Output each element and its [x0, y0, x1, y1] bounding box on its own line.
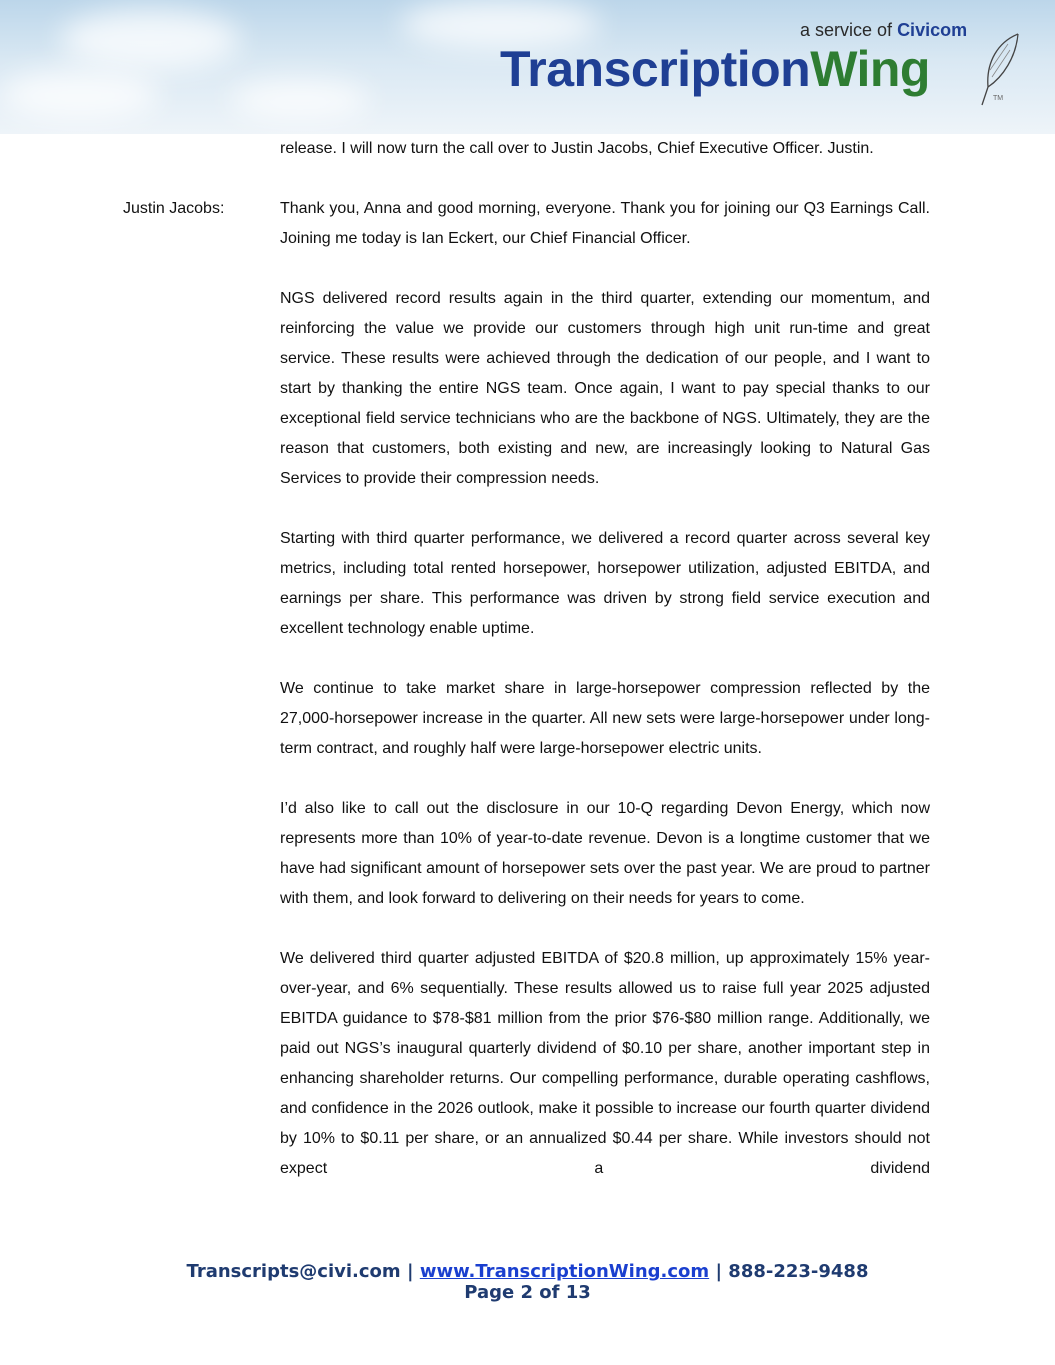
speaker-name: Justin Jacobs: [123, 200, 225, 217]
paragraph: Starting with third quarter performance, we delivered a record quarter across several key metrics, including total rented horsepower, horsepower utilization, adjusted EBITDA, and earnings per share. This performance was driven by strong field service execution and excellent technology enable uptime. [280, 530, 930, 637]
paragraph: release. I will now turn the call over to Justin Jacobs, Chief Executive Officer. Justin. [280, 140, 874, 157]
separator: | [406, 1261, 414, 1282]
transcriptionwing-logo: TranscriptionWing [500, 41, 930, 97]
footer-contact [0, 1261, 1055, 1282]
trademark: TM [993, 95, 1004, 102]
paragraph: We delivered third quarter adjusted EBITDA of $20.8 million, up approximately 15% year-over-year, and 6% sequentially. These results allowed us to raise full year 2025 adjusted EBITDA guidance to $78-$81 million from the prior $76-$80 million range. Additionally, we paid out NGS’s inaugural quarterly dividend of $0.10 per share, another important step in enhancing shareholder returns. Our compelling performance, durable operating cashflows, and confidence in the 2026 outlook, make it possible to increase our fourth quarter dividend by 10% to $0.11 per share, or an annualized $0.44 per share. While investors should not expect a dividend [280, 950, 930, 1177]
website-link[interactable]: www.TranscriptionWing.com [419, 1261, 710, 1282]
civicom-brand: Civicom [897, 20, 968, 40]
transcript-body [0, 134, 1055, 1246]
footer-email: Transcripts@civi.com [186, 1261, 401, 1282]
paragraph: We continue to take market share in large-horsepower compression reflected by the 27,000-horsepower increase in the quarter. All new sets were large-horsepower under long-term contract, and roughly half were large-horsepower electric units. [280, 680, 930, 757]
service-tagline: a service of Civicom [800, 20, 968, 40]
speaker-block [0, 134, 1055, 164]
paragraph: Thank you, Anna and good morning, everyone. Thank you for joining our Q3 Earnings Call. Joining me today is Ian Eckert, our Chief Financial Officer. [280, 200, 930, 247]
separator: | [715, 1261, 723, 1282]
page-number: Page 2 of 13 [464, 1282, 591, 1303]
page-header [0, 0, 1055, 134]
paragraph: NGS delivered record results again in the third quarter, extending our momentum, and reinforcing the value we provide our customers through high unit run-time and great service. These results were achieved through the dedication of our people, and I want to start by thanking the entire NGS team. Once again, I want to pay special thanks to our exceptional field service technicians who are the backbone of NGS. Ultimately, they are the reason that customers, both existing and new, are increasingly looking to Natural Gas Services to provide their compression needs. [280, 290, 930, 487]
footer-phone: 888-223-9488 [728, 1261, 869, 1282]
paragraph: I’d also like to call out the disclosure in our 10-Q regarding Devon Energy, which now represents more than 10% of year-to-date revenue. Devon is a longtime customer that we have had significant amount of horsepower sets over the past year. We are proud to partner with them, and look forward to delivering on their needs for years to come. [280, 800, 930, 907]
speaker-block [0, 194, 1055, 1184]
